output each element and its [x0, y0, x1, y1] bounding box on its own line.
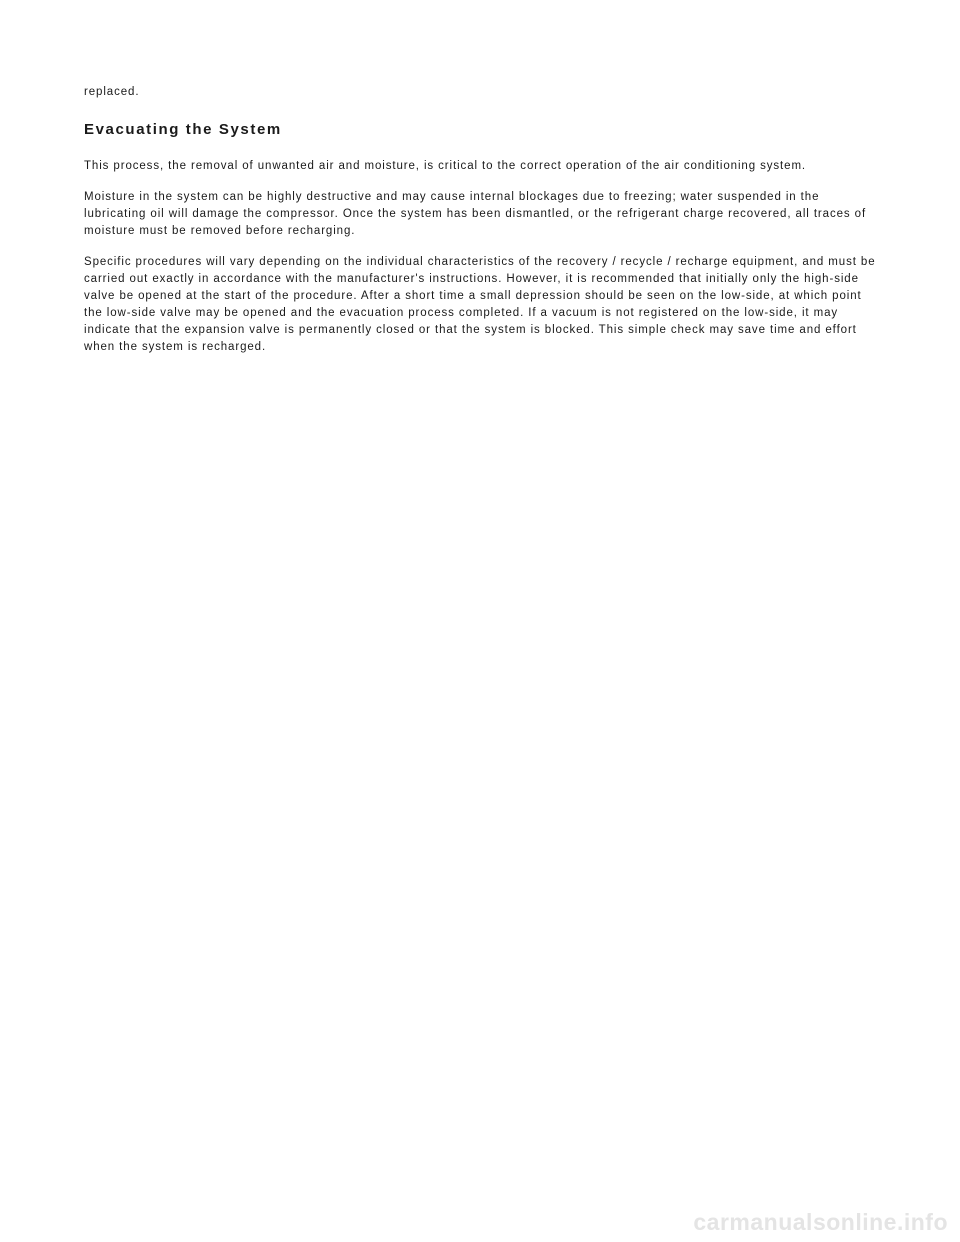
- document-page: [84, 84, 884, 370]
- watermark: carmanualsonline.info: [693, 1209, 948, 1235]
- continuation-text: replaced.: [84, 86, 140, 98]
- paragraph-procedure: Specific procedures will vary depending on the individual characteristics of the recovery / recycle / recharge equipment, and must be carried out exactly in accordance with the manufacturer's instructions. However, it is recommended that initially only the high-side valve be opened at the start of the procedure. After a short time a small depression should be seen on the low-side, at which point the low-side valve may be opened and the evacuation process completed. If a vacuum is not registered on the low-side, it may indicate that the expansion valve is permanently closed or that the system is blocked. This simple check may save time and effort when the system is recharged.: [84, 256, 876, 353]
- paragraph-moisture: Moisture in the system can be highly destructive and may cause internal blockages due to freezing; water suspended in the lubricating oil will damage the compressor. Once the system has been dismantled, or the refrigerant charge recovered, all traces of moisture must be removed before recharging.: [84, 191, 867, 237]
- paragraph-purpose: This process, the removal of unwanted air and moisture, is critical to the correct operation of the air conditioning system.: [84, 160, 807, 172]
- section-title: Evacuating the System: [84, 121, 282, 138]
